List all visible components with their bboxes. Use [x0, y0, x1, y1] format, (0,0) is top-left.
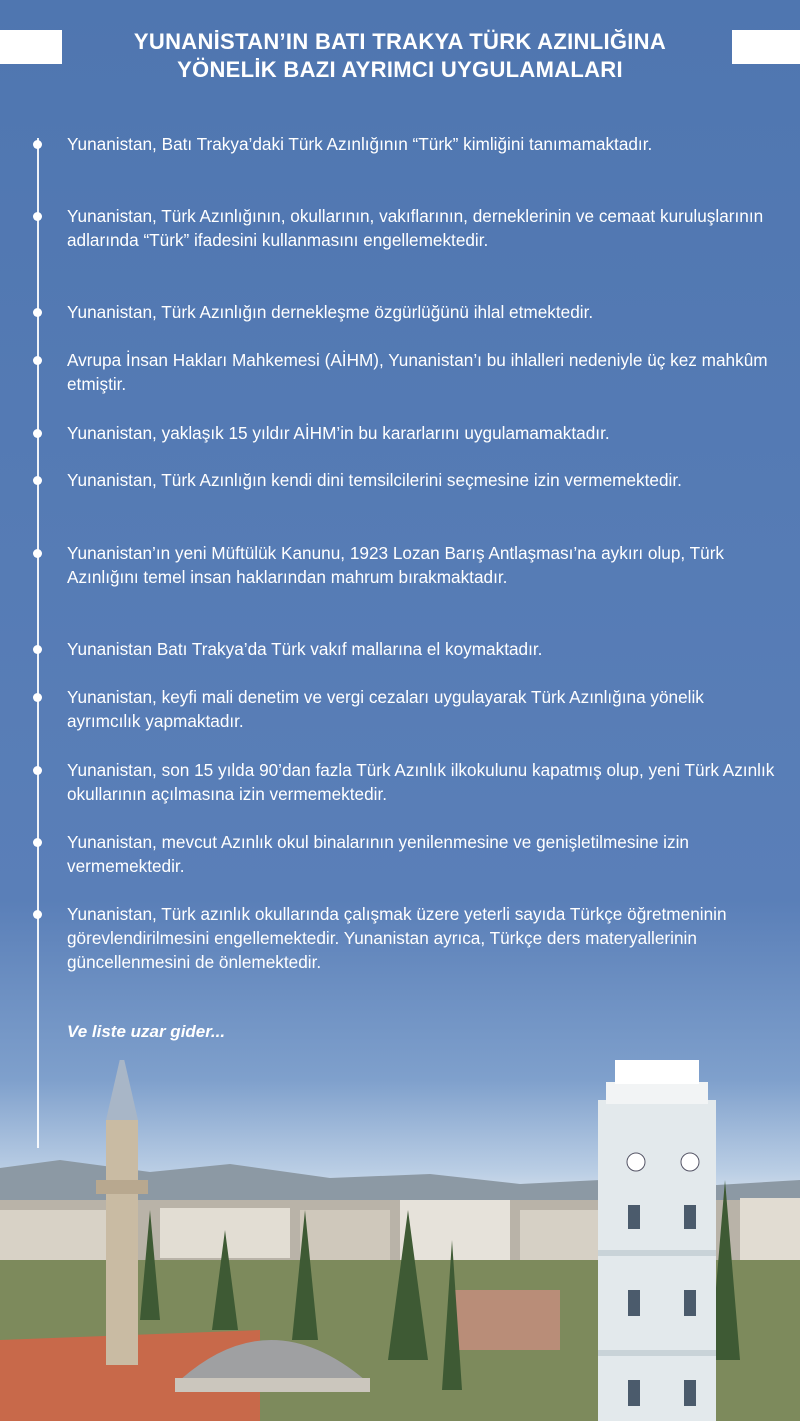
bullet-dot [33, 308, 42, 317]
bullet-dot [33, 549, 42, 558]
list-item [67, 204, 782, 252]
timeline-line [37, 138, 39, 1148]
list-item-text: Yunanistan, son 15 yılda 90’dan fazla Türk Azınlık ilkokulunu kapatmış olup, yeni Türk Azınlık okullarının açılmasına izin vermemektedir. [67, 760, 775, 804]
bullet-dot [33, 838, 42, 847]
title-line-1: YUNANİSTAN’IN BATI TRAKYA TÜRK AZINLIĞINA [133, 29, 667, 54]
list-item [67, 830, 782, 878]
list-item-text: Yunanistan, mevcut Azınlık okul binalarının yenilenmesine ve genişletilmesine izin vermemektedir. [67, 832, 689, 876]
list-item [67, 541, 782, 589]
list-item-text: Yunanistan, Türk azınlık okullarında çalışmak üzere yeterli sayıda Türkçe öğretmeninin görevlendirilmesini engellemektedir. Yunanistan ayrıca, Türkçe ders materyallerinin güncellenmesini de önlemektedir. [67, 904, 727, 972]
bullet-dot [33, 645, 42, 654]
bullet-dot [33, 140, 42, 149]
list-item [67, 132, 782, 156]
bullet-dot [33, 766, 42, 775]
bullet-dot [33, 212, 42, 221]
title-bar-right [732, 30, 800, 64]
bullet-dot [33, 693, 42, 702]
list-item [67, 468, 782, 492]
list-item [67, 637, 782, 661]
list-item-text: Yunanistan, Türk Azınlığın dernekleşme özgürlüğünü ihlal etmektedir. [67, 302, 594, 322]
list-item-text: Yunanistan, keyfi mali denetim ve vergi cezaları uygulayarak Türk Azınlığına yönelik ayrımcılık yapmaktadır. [67, 687, 704, 731]
bullet-dot [33, 910, 42, 919]
list-item-text: Yunanistan, Türk Azınlığının, okullarının, vakıflarının, derneklerinin ve cemaat kuruluşlarının adlarında “Türk” ifadesini kullanmasını engellemektedir. [67, 206, 764, 250]
list-item [67, 421, 782, 445]
list-item-text: Yunanistan’ın yeni Müftülük Kanunu, 1923 Lozan Barış Antlaşması’na aykırı olup, Türk Azınlığını temel insan haklarından mahrum bırakmaktadır. [67, 543, 725, 587]
clock-tower [598, 1100, 716, 1421]
list-item-text: Avrupa İnsan Hakları Mahkemesi (AİHM), Yunanistan’ı bu ihlalleri nedeniyle üç kez mahkûm etmiştir. [67, 350, 768, 394]
page-title [70, 28, 730, 84]
city-photo [0, 1060, 800, 1421]
closing-text: Ve liste uzar gider... [67, 1022, 226, 1041]
list-item [67, 685, 782, 733]
city-scene-illustration [0, 1060, 800, 1421]
list-item [67, 300, 782, 324]
list-item-text: Yunanistan, yaklaşık 15 yıldır AİHM’in bu kararlarını uygulamamaktadır. [67, 423, 610, 443]
list-item-text: Yunanistan Batı Trakya’da Türk vakıf mallarına el koymaktadır. [67, 639, 543, 659]
list-item [67, 902, 782, 974]
list-item-text: Yunanistan, Batı Trakya’daki Türk Azınlığının “Türk” kimliğini tanımamaktadır. [67, 134, 653, 154]
list-item-text: Yunanistan, Türk Azınlığın kendi dini temsilcilerini seçmesine izin vermemektedir. [67, 470, 682, 490]
minaret [106, 1120, 138, 1365]
clock-face [627, 1153, 645, 1171]
bullet-dot [33, 356, 42, 365]
bullet-dot [33, 476, 42, 485]
bullet-dot [33, 429, 42, 438]
list-item [67, 348, 782, 396]
title-line-2: YÖNELİK BAZI AYRIMCI UYGULAMALARI [177, 57, 623, 82]
title-bar-left [0, 30, 62, 64]
list-item [67, 758, 782, 806]
